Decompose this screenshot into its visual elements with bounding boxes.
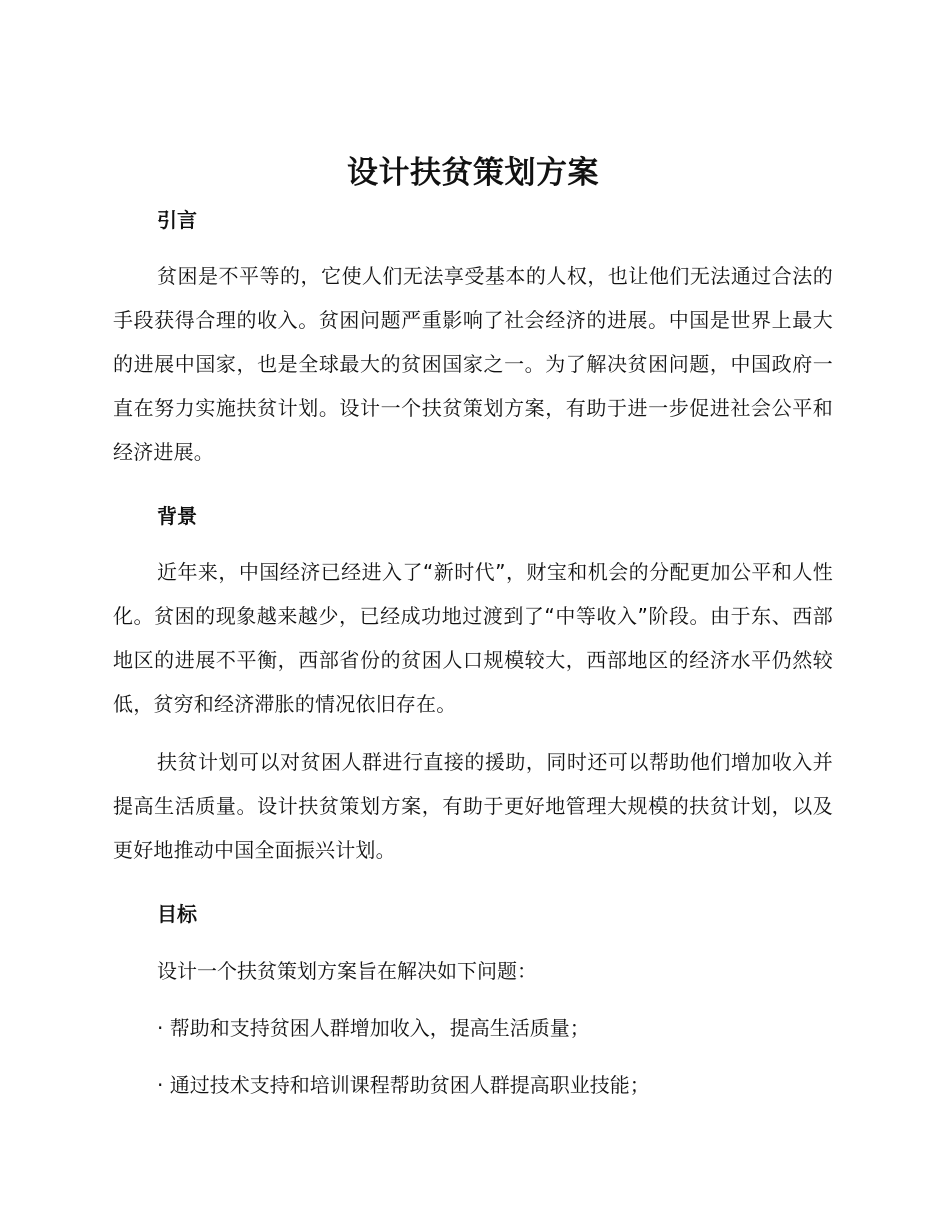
document-title: 设计扶贫策划方案 bbox=[347, 155, 599, 191]
background-paragraph-1: 近年来，中国经济已经进入了“新时代”，财宝和机会的分配更加公平和人性化。贫困的现象越来越少，已经成功地过渡到了“中等收入”阶段。由于东、西部地区的进展不平衡，西部省份的贫困人口规模较大，西部地区的经济水平仍然较低，贫穷和经济滞胀的情况依旧存在。 bbox=[113, 560, 833, 716]
section-heading-goals: 目标 bbox=[157, 902, 197, 926]
section-heading-introduction: 引言 bbox=[157, 208, 197, 232]
document-page bbox=[113, 152, 833, 1100]
section-heading-background: 背景 bbox=[157, 504, 197, 528]
goal-item: · 通过技术支持和培训课程帮助贫困人群提高职业技能； bbox=[157, 1073, 650, 1097]
goal-item: · 帮助和支持贫困人群增加收入，提高生活质量； bbox=[157, 1016, 590, 1040]
goals-intro: 设计一个扶贫策划方案旨在解决如下问题： bbox=[157, 959, 537, 983]
introduction-paragraph: 贫困是不平等的，它使人们无法享受基本的人权，也让他们无法通过合法的手段获得合理的收入。贫困问题严重影响了社会经济的进展。中国是世界上最大的进展中国家，也是全球最大的贫困国家之一。为了解决贫困问题，中国政府一直在努力实施扶贫计划。设计一个扶贫策划方案，有助于进一步促进社会公平和经济进展。 bbox=[113, 264, 833, 464]
background-paragraph-2: 扶贫计划可以对贫困人群进行直接的援助，同时还可以帮助他们增加收入并提高生活质量。设计扶贫策划方案，有助于更好地管理大规模的扶贫计划，以及更好地推动中国全面振兴计划。 bbox=[113, 750, 833, 862]
